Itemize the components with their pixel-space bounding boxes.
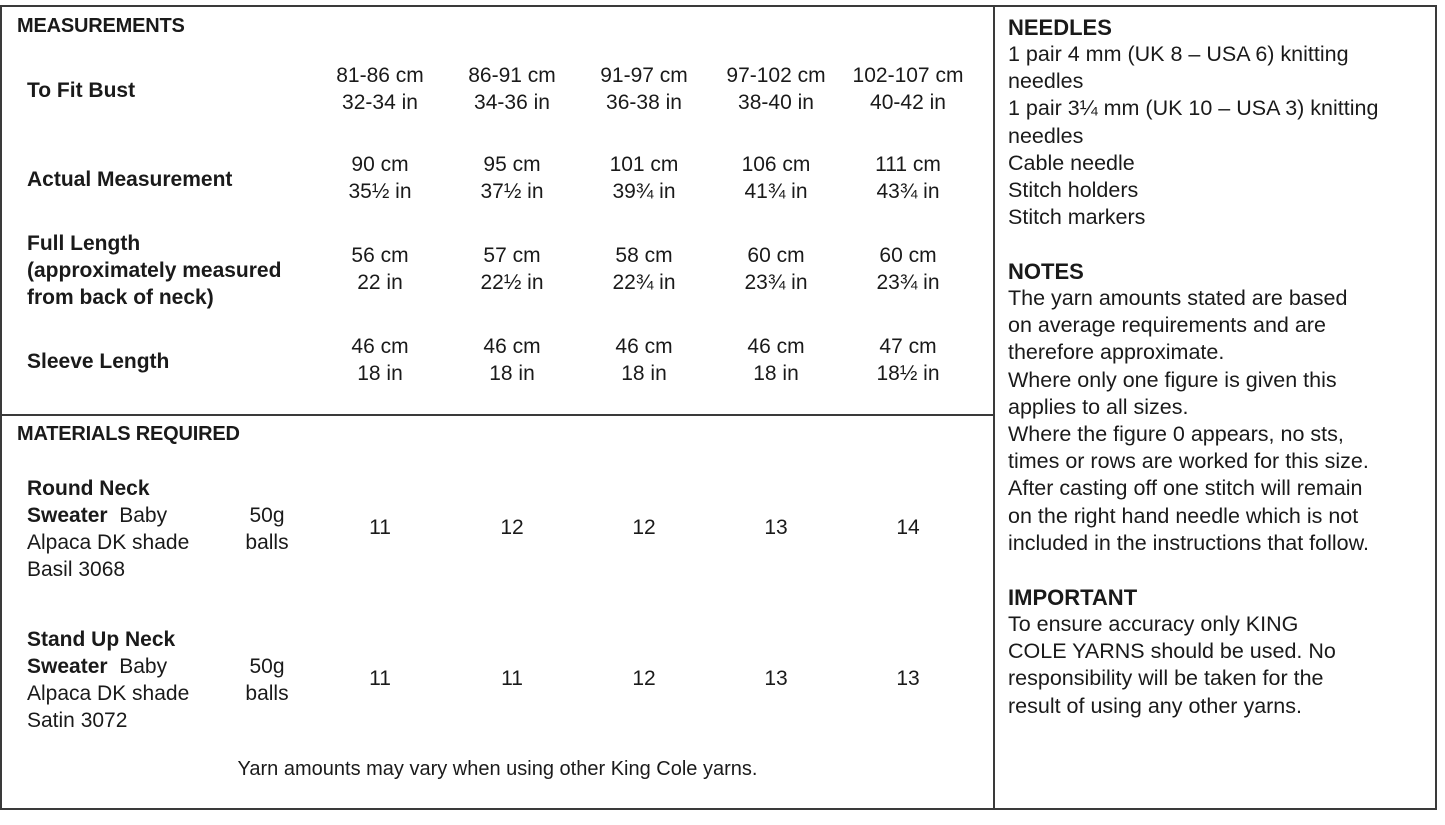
measurement-cell: 97-102 cm 38-40 in bbox=[726, 64, 826, 114]
material-item-label: Stand Up Neck Sweater Baby Alpaca DK shade Satin 3072 bbox=[27, 628, 190, 732]
yarn-footnote: Yarn amounts may vary when using other King Cole yarns. bbox=[237, 758, 758, 780]
notes-line: Where only one figure is given this bbox=[1008, 367, 1337, 392]
row-label-sleeve-length: Sleeve Length bbox=[27, 350, 170, 373]
needles-line: needles bbox=[1008, 123, 1084, 148]
quantity-cell: 12 bbox=[632, 516, 656, 539]
needles-line: needles bbox=[1008, 69, 1084, 94]
needles-list bbox=[1008, 41, 1378, 231]
measurement-cell: 57 cm 22½ in bbox=[480, 244, 544, 294]
material-item-label: Round Neck Sweater Baby Alpaca DK shade Basil 3068 bbox=[27, 477, 190, 581]
quantity-cell: 11 bbox=[501, 667, 523, 690]
needles-line: 1 pair 3¼ mm (UK 10 – USA 3) knitting bbox=[1008, 96, 1379, 121]
material-unit: 50g balls bbox=[245, 504, 289, 554]
measurement-cell: 101 cm 39¾ in bbox=[609, 153, 679, 203]
measurement-cell: 106 cm 41¾ in bbox=[741, 153, 811, 203]
measurement-cell: 90 cm 35½ in bbox=[348, 153, 412, 203]
notes-line: After casting off one stitch will remain bbox=[1008, 476, 1363, 501]
quantity-cell: 14 bbox=[896, 516, 920, 539]
notes-line: included in the instructions that follow. bbox=[1008, 530, 1369, 555]
notes-title: NOTES bbox=[1008, 259, 1084, 284]
quantity-cell: 13 bbox=[896, 667, 920, 690]
measurement-cell: 95 cm 37½ in bbox=[480, 153, 544, 203]
measurement-cell: 56 cm 22 in bbox=[351, 244, 409, 294]
quantity-cell: 12 bbox=[500, 516, 524, 539]
important-title: IMPORTANT bbox=[1008, 585, 1138, 610]
important-line: result of using any other yarns. bbox=[1008, 693, 1302, 718]
material-unit: 50g balls bbox=[245, 655, 289, 705]
notes-line: The yarn amounts stated are based bbox=[1008, 286, 1348, 310]
important-line: COLE YARNS should be used. No bbox=[1008, 639, 1336, 664]
needles-title: NEEDLES bbox=[1008, 15, 1112, 40]
quantity-cell: 13 bbox=[764, 667, 788, 690]
important-line: responsibility will be taken for the bbox=[1008, 666, 1324, 691]
measurements-title: MEASUREMENTS bbox=[17, 15, 185, 37]
quantity-cell: 13 bbox=[764, 516, 788, 539]
measurement-cell: 111 cm 43¾ in bbox=[875, 153, 941, 203]
notes-line: on the right hand needle which is not bbox=[1008, 503, 1359, 528]
important-list bbox=[1008, 611, 1336, 720]
quantity-cell: 11 bbox=[369, 516, 391, 539]
notes-line: times or rows are worked for this size. bbox=[1008, 449, 1369, 474]
needles-line: Cable needle bbox=[1008, 150, 1135, 175]
measurement-cell: 46 cm 18 in bbox=[747, 335, 805, 385]
notes-line: Where the figure 0 appears, no sts, bbox=[1008, 422, 1344, 447]
quantity-cell: 11 bbox=[369, 667, 391, 690]
notes-list bbox=[1008, 285, 1369, 557]
notes-line: applies to all sizes. bbox=[1008, 394, 1189, 419]
row-label-actual-measurement: Actual Measurement bbox=[27, 168, 233, 191]
measurement-cell: 81-86 cm 32-34 in bbox=[336, 64, 424, 114]
measurement-cell: 60 cm 23¾ in bbox=[744, 244, 808, 294]
measurement-cell: 91-97 cm 36-38 in bbox=[600, 64, 688, 114]
measurement-cell: 46 cm 18 in bbox=[615, 335, 673, 385]
measurement-cell: 46 cm 18 in bbox=[483, 335, 541, 385]
measurement-cell: 60 cm 23¾ in bbox=[876, 244, 940, 294]
measurement-cell: 86-91 cm 34-36 in bbox=[468, 64, 556, 114]
materials-title: MATERIALS REQUIRED bbox=[17, 423, 240, 445]
measurement-cell: 46 cm 18 in bbox=[351, 335, 409, 385]
notes-line: on average requirements and are bbox=[1008, 313, 1326, 338]
measurement-cell: 58 cm 22¾ in bbox=[612, 244, 676, 294]
measurement-cell: 47 cm 18½ in bbox=[876, 335, 940, 385]
notes-line: therefore approximate. bbox=[1008, 340, 1225, 365]
row-label-full-length: Full Length (approximately measured from back of neck) bbox=[27, 232, 282, 309]
needles-line: Stitch markers bbox=[1008, 205, 1146, 230]
measurement-cell: 102-107 cm 40-42 in bbox=[852, 64, 964, 114]
quantity-cell: 12 bbox=[632, 667, 656, 690]
materials-panel bbox=[0, 414, 995, 810]
important-line: To ensure accuracy only KING bbox=[1008, 612, 1299, 636]
needles-line: Stitch holders bbox=[1008, 178, 1139, 203]
needles-line: 1 pair 4 mm (UK 8 – USA 6) knitting bbox=[1008, 42, 1349, 66]
row-label-to-fit-bust: To Fit Bust bbox=[27, 79, 136, 102]
